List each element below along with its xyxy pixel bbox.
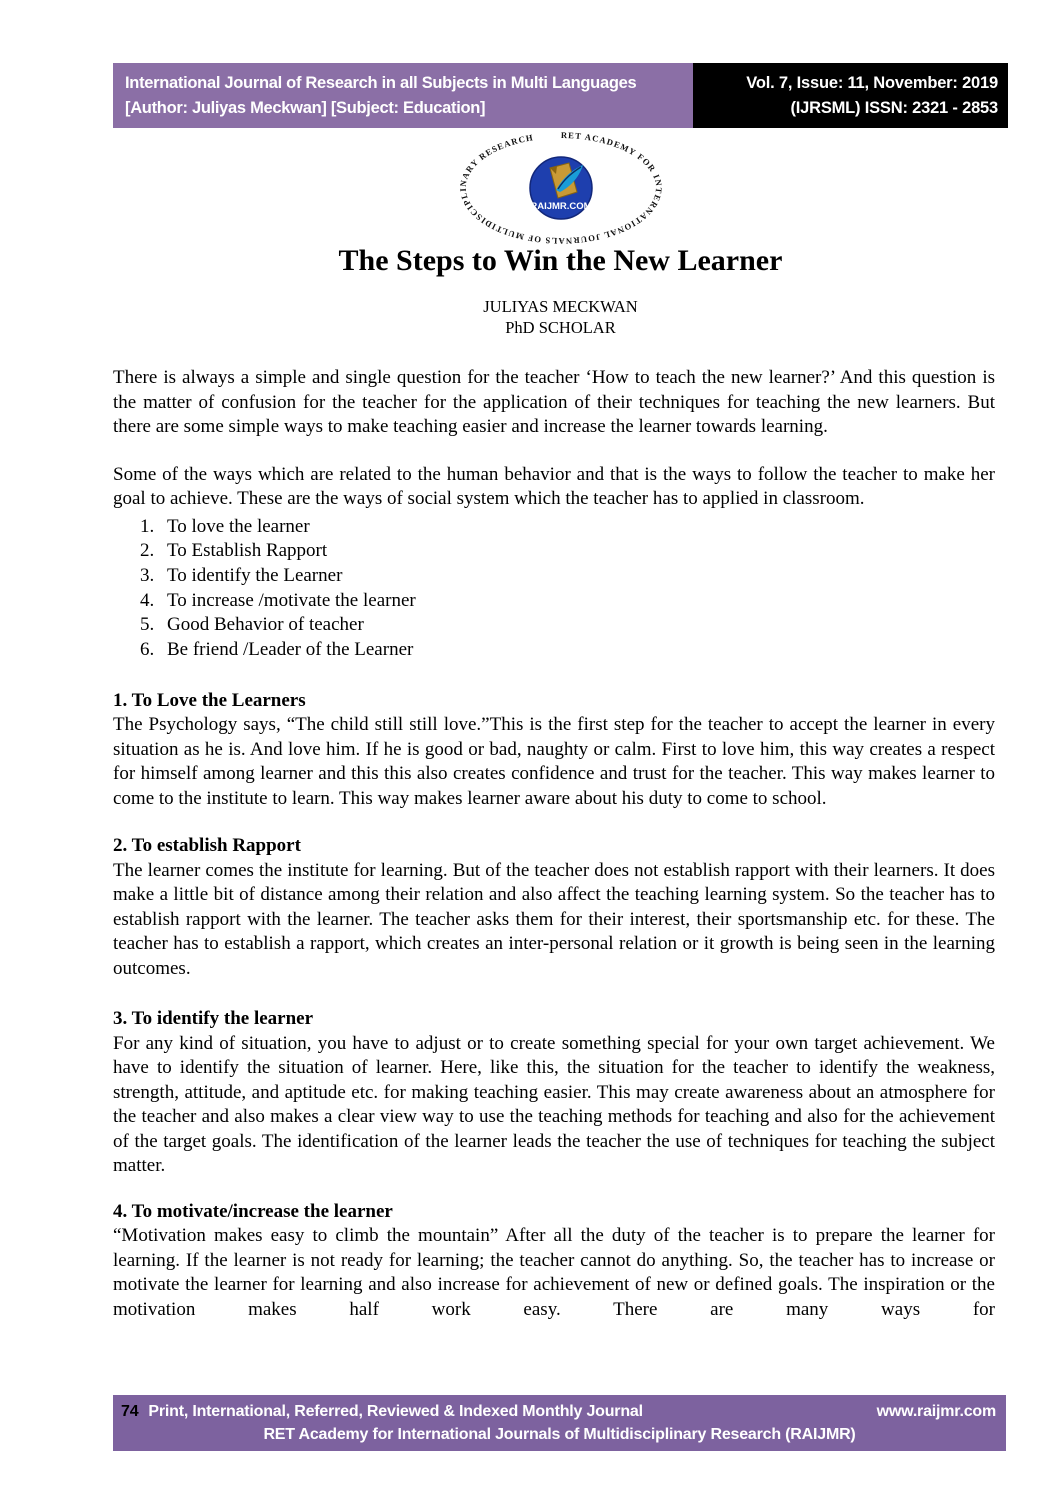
section-3-heading: 3. To identify the learner — [113, 1008, 314, 1030]
author-subject-line: [Author: Juliyas Meckwan] [Subject: Education] — [125, 99, 486, 117]
list-item-label: To identify the Learner — [167, 564, 343, 586]
header-issue-info — [693, 63, 1008, 128]
journal-name: International Journal of Research in all Subjects in Multi Languages — [125, 74, 637, 92]
list-item-number: 1. — [140, 515, 155, 537]
raijmr-logo-icon — [450, 132, 672, 244]
author-role: PhD SCHOLAR — [505, 318, 616, 337]
author-name: JULIYAS MECKWAN — [483, 297, 638, 316]
intro-paragraph-2: Some of the ways which are related to the human behavior and that is the ways to follow the teacher to make her goal to achieve. These are the ways of social system which the teacher has to applied in classroom. — [113, 463, 995, 509]
list-item — [113, 564, 995, 589]
list-item-number: 4. — [140, 589, 155, 611]
page-header — [113, 63, 1008, 128]
header-journal-info — [113, 63, 693, 128]
section-4-body: “Motivation makes easy to climb the mountain” After all the duty of the teacher is to prepare the learner for learning. If the learner is not ready for learning; the teacher cannot do anything. So, the teacher has to increase or motivate the learner for learning and also increase for achievement of new or defined goals. The inspiration or the motivation makes half work easy. There are many ways for — [113, 1225, 995, 1320]
page-content — [113, 0, 1008, 1322]
section-3-body: For any kind of situation, you have to adjust or to create something special for your own target achievement. We have to identify the situation of learner. Here, like this, the situation for the teacher to identify the weakness, strength, attitude, and aptitude etc. for making teaching easier. This may create awareness about an atmosphere for the teacher and also makes a clear view way to use the teaching methods for teaching and also for the achievement of the target goals. The identification of the learner leads the teacher the use of techniques for teaching the subject matter. — [113, 1032, 995, 1177]
list-item-number: 2. — [140, 540, 155, 562]
raijmr-logo — [113, 132, 1008, 244]
article-byline — [113, 296, 1008, 338]
section-2-body: The learner comes the institute for learning. But of the teacher does not establish rapport with their learners. It does make a little bit of distance among their relation and also affect the teaching learning system. So the teacher has to establish rapport with the learner. The teacher asks them for their interest, their sportsmanship etc. for these. The teacher has to establish a rapport, which creates an inter-personal relation or it growth is being seen in the learning outcomes. — [113, 859, 995, 979]
list-item-label: To Establish Rapport — [167, 540, 328, 562]
list-item-number: 5. — [140, 614, 155, 636]
section-1-heading: 1. To Love the Learners — [113, 689, 306, 711]
footer-website-link[interactable]: www.raijmr.com — [876, 1403, 996, 1420]
list-item-label: To increase /motivate the learner — [167, 589, 416, 611]
logo-domain-text: RAIJMR.COM — [529, 201, 592, 212]
section-1-body: The Psychology says, “The child still still love.”This is the first step for the teacher to accept the learner in every situation as he is. And love him. If he is good or bad, naughty or calm. First to love him, this way creates a respect for himself among learner and this this also creates confidence and trust for the teacher. This way makes learner to come to the institute to learn. This way makes learner aware about his duty to come to school. — [113, 714, 995, 809]
logo-ring-text: RET ACADEMY FOR INTERNATIONAL JOURNALS OF MULTIDISCIPLINARY RESEARCH — [457, 132, 664, 244]
volume-issue-line: Vol. 7, Issue: 11, November: 2019 — [746, 74, 998, 92]
section-4-heading: 4. To motivate/increase the learner — [113, 1200, 393, 1222]
list-item — [113, 539, 995, 564]
list-item — [113, 613, 995, 638]
footer-academy-line: RET Academy for International Journals of Multidisciplinary Research (RAIJMR) — [263, 1426, 856, 1443]
footer-line-1 — [113, 1400, 1006, 1423]
list-item — [113, 589, 995, 614]
list-item — [113, 515, 995, 540]
footer-journal-type: Print, International, Referred, Reviewed & Indexed Monthly Journal — [148, 1403, 643, 1420]
list-item-label: To love the learner — [167, 515, 310, 537]
list-item-label: Good Behavior of teacher — [167, 614, 364, 636]
page-number: 74 — [121, 1403, 139, 1420]
ways-list — [113, 515, 995, 663]
article-title: The Steps to Win the New Learner — [338, 244, 783, 277]
list-item-label: Be friend /Leader of the Learner — [167, 639, 414, 661]
section-2-heading: 2. To establish Rapport — [113, 835, 301, 857]
page-footer — [113, 1395, 1006, 1451]
intro-paragraph-1: There is always a simple and single question for the teacher ‘How to teach the new learner?’ And this question is the matter of confusion for the teacher for the application of their techniques for teaching the new learners. But there are some simple ways to make teaching easier and increase the learner towards learning. — [113, 367, 995, 437]
list-item — [113, 638, 995, 663]
footer-spacer — [643, 1400, 877, 1423]
issn-line: (IJRSML) ISSN: 2321 - 2853 — [790, 99, 998, 117]
list-item-number: 6. — [140, 639, 155, 661]
list-item-number: 3. — [140, 564, 155, 586]
